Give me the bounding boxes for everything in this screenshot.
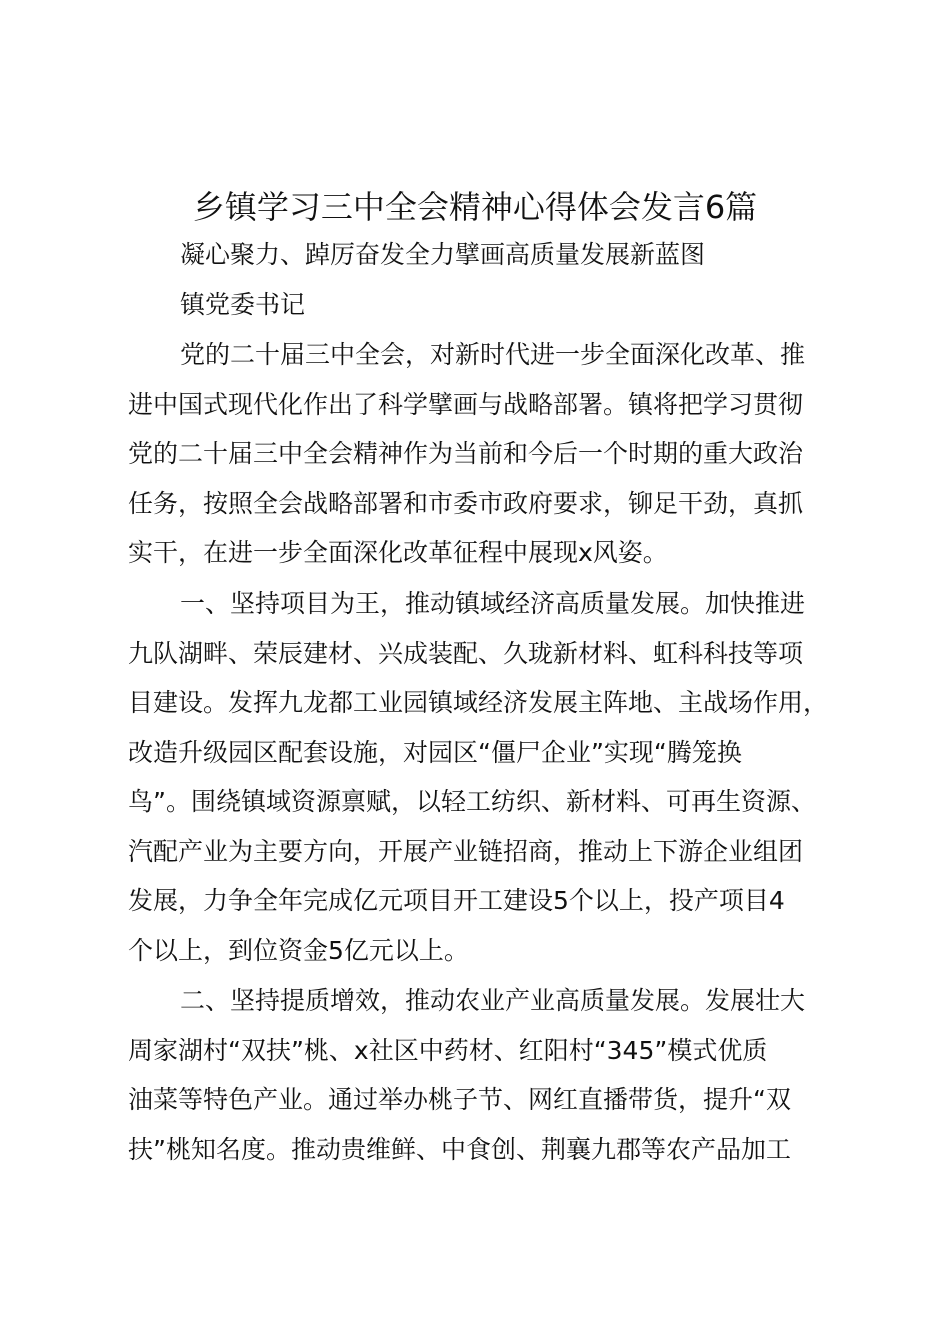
paragraph-line: 党的二十届三中全会精神作为当前和今后一个时期的重大政治 xyxy=(128,439,804,468)
paragraph-line: 汽配产业为主要方向，开展产业链招商，推动上下游企业组团 xyxy=(128,837,804,866)
paragraph-line: 九队湖畔、荣辰建材、兴成装配、久珑新材料、虹科科技等项 xyxy=(128,639,804,668)
paragraph-line: 进中国式现代化作出了科学擘画与战略部署。镇将把学习贯彻 xyxy=(128,390,804,419)
paragraph-line: 改造升级园区配套设施，对园区“僵尸企业”实现“腾笼换 xyxy=(128,738,742,767)
paragraph-line: 党的二十届三中全会，对新时代进一步全面深化改革、推 xyxy=(180,340,806,369)
document-subtitle: 凝心聚力、踔厉奋发全力擘画高质量发展新蓝图 xyxy=(180,240,706,269)
paragraph-line: 油菜等特色产业。通过举办桃子节、网红直播带货，提升“双 xyxy=(128,1085,791,1114)
paragraph-line: 目建设。发挥九龙都工业园镇域经济发展主阵地、主战场作用， xyxy=(128,688,829,717)
document-author: 镇党委书记 xyxy=(180,290,306,319)
paragraph-line: 二、坚持提质增效，推动农业产业高质量发展。发展壮大 xyxy=(180,986,806,1015)
paragraph-line: 周家湖村“双扶”桃、x社区中药材、红阳村“345”模式优质 xyxy=(128,1036,768,1065)
paragraph-line: 一、坚持项目为王，推动镇域经济高质量发展。加快推进 xyxy=(180,589,806,618)
paragraph-line: 扶”桃知名度。推动贵维鲜、中食创、荆襄九郡等农产品加工 xyxy=(128,1135,791,1164)
paragraph-line: 任务，按照全会战略部署和市委市政府要求，铆足干劲，真抓 xyxy=(128,489,804,518)
paragraph-line: 鸟”。围绕镇域资源禀赋，以轻工纺织、新材料、可再生资源、 xyxy=(128,787,816,816)
paragraph-line: 实干，在进一步全面深化改革征程中展现x风姿。 xyxy=(128,538,668,567)
paragraph-line: 个以上，到位资金5亿元以上。 xyxy=(128,936,469,965)
paragraph-line: 发展，力争全年完成亿元项目开工建设5个以上，投产项目4 xyxy=(128,886,785,915)
document-title: 乡镇学习三中全会精神心得体会发言6篇 xyxy=(192,188,758,226)
